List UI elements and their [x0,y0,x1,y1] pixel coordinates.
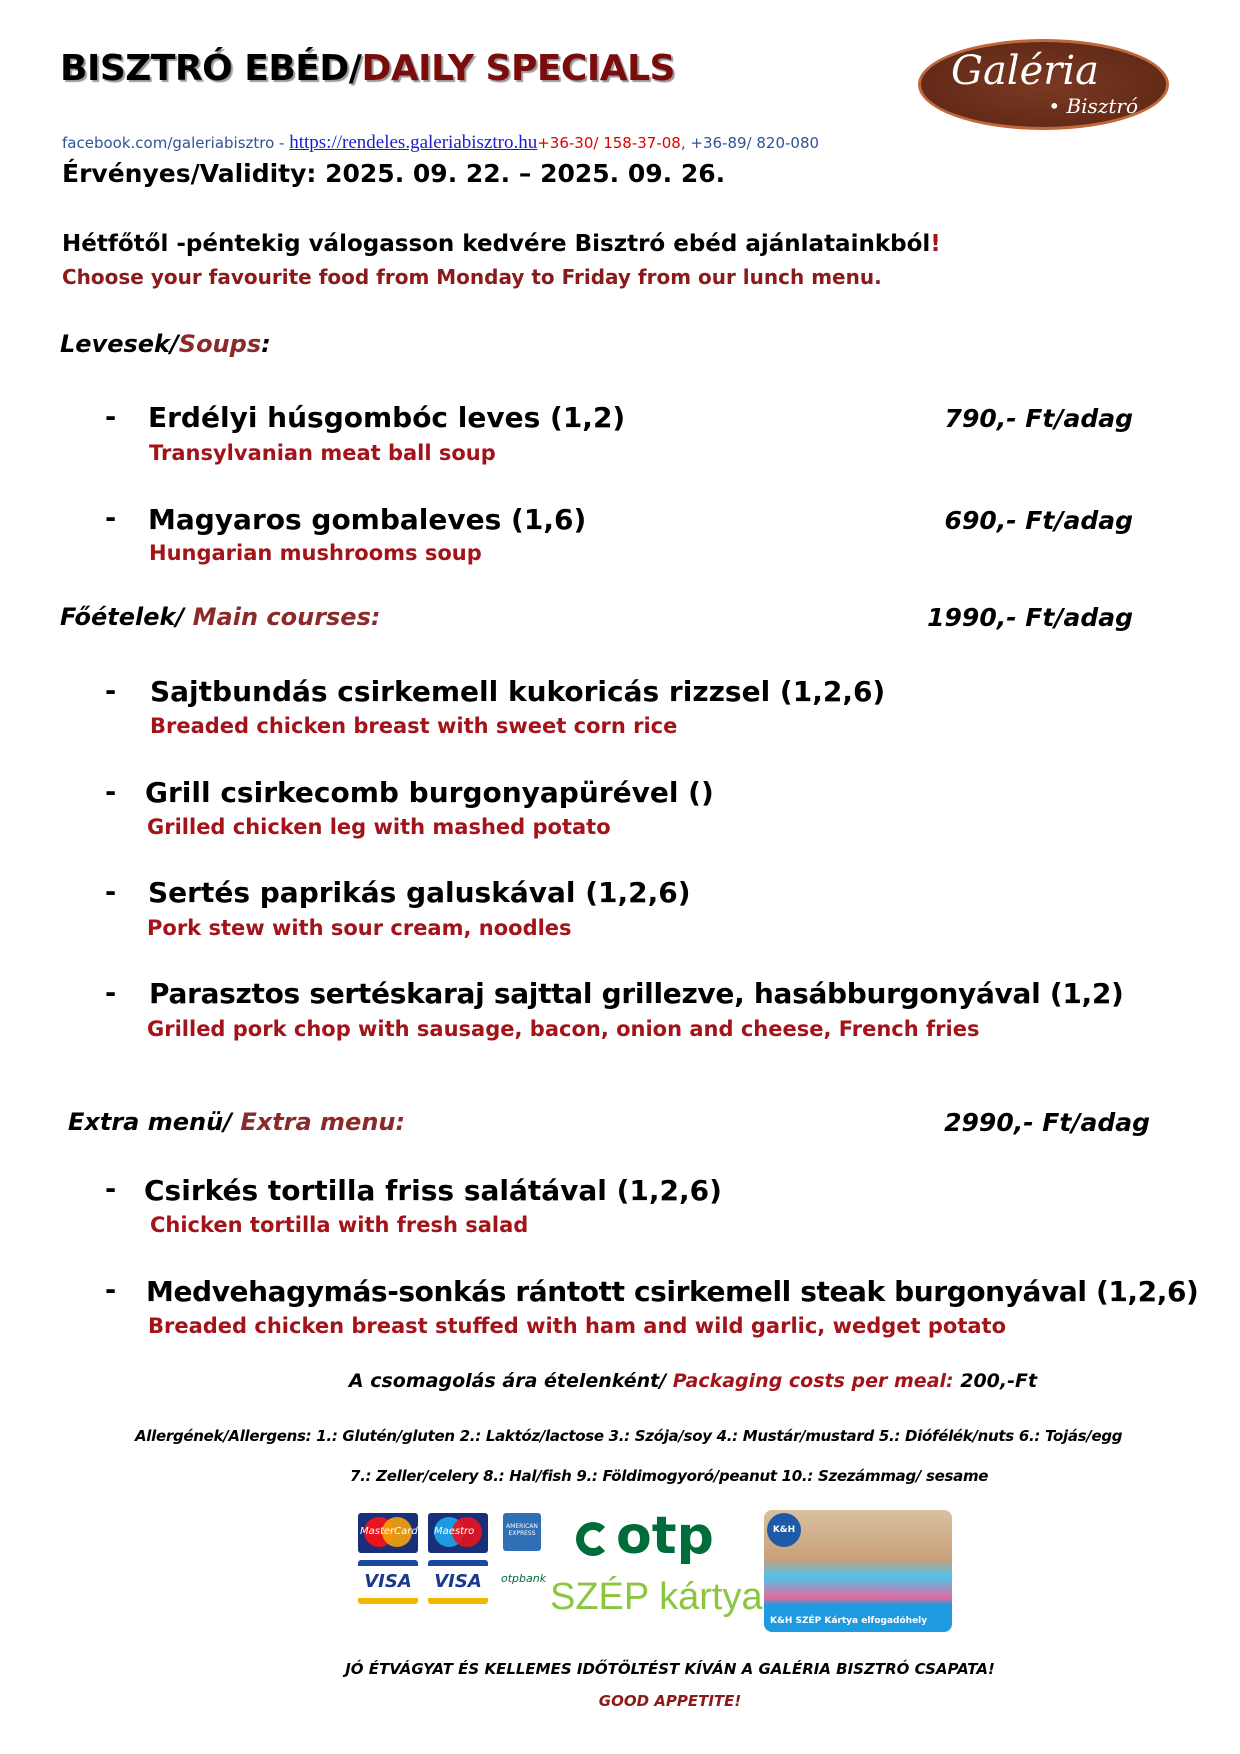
dish-en: Hungarian mushrooms soup [149,541,482,565]
otpbank-logo: otpbank [501,1572,547,1585]
dish-en: Transylvanian meat ball soup [149,441,496,465]
phone-1: +36-30/ 158-37-08 [537,134,681,152]
l: Extra menu: [240,1108,406,1136]
otp-logo [576,1506,714,1566]
maestro-logo [428,1513,488,1553]
logo-sub: • Bisztró [1048,94,1138,118]
allergens-line-2: 7.: Zeller/celery 8.: Hal/fish 9.: Földimogyoró/peanut 10.: Szezámmag/ sesame [350,1467,989,1485]
facebook-link[interactable]: facebook.com/galeriabisztro [62,134,275,152]
l: Extra menü/ [68,1108,241,1136]
dish-name: Parasztos sertéskaraj sajttal grillezve, hasábburgonyával (1,2) [149,977,1124,1010]
intro-hu-text: Hétfőtől -péntekig válogasson kedvére Bisztró ebéd ajánlatainkból [62,231,931,257]
title-en: DAILY SPECIALS [361,48,675,89]
dish-name: Magyaros gombaleves (1,6) [148,503,587,536]
dash: - [105,978,117,1009]
dish-en: Pork stew with sour cream, noodles [147,916,572,940]
galeria-bisztro-logo [918,39,1169,130]
extra-price: 2990,- Ft/adag [944,1108,1150,1137]
intro-hu [62,231,941,257]
footer-en: GOOD APPETITE! [598,1692,742,1710]
amex-logo: AMERICAN EXPRESS [503,1513,541,1551]
dash: - [105,1275,117,1306]
mains-heading [60,603,380,631]
kh-logo: K&H [767,1513,801,1547]
intro-en: Choose your favourite food from Monday to Friday from our lunch menu. [62,265,882,289]
l: Levesek/ [60,330,179,358]
l: otp [616,1506,714,1566]
phone-2: +36-89/ 820-080 [690,134,820,152]
dish-price: 690,- Ft/adag [944,506,1133,535]
dish-en: Chicken tortilla with fresh salad [150,1213,529,1237]
dish-name: Grill csirkecomb burgonyapürével () [145,776,714,809]
l: Soups [178,330,262,358]
l: MasterCard [360,1526,418,1537]
dish-en: Breaded chicken breast with sweet corn rice [150,714,678,738]
l: Packaging costs per meal: [672,1370,954,1392]
contact-line [62,132,819,154]
packaging-note [0,1370,1240,1392]
payment-logos [358,1506,958,1635]
logo-script: Galéria [951,48,1100,94]
visa-electron-logo: VISA [428,1560,488,1604]
dish-name: Sajtbundás csirkemell kukoricás rizzsel (1,2,6) [150,675,886,708]
footer-hu: JÓ ÉTVÁGYAT ÉS KELLEMES IDŐTÖLTÉST KÍVÁN A GALÉRIA BISZTRÓ CSAPATA! [345,1660,995,1678]
dish-price: 790,- Ft/adag [944,404,1133,433]
mains-price: 1990,- Ft/adag [927,603,1133,632]
dish-name: Csirkés tortilla friss salátával (1,2,6) [144,1174,722,1207]
title-hu: BISZTRÓ EBÉD/ [60,48,362,89]
allergens-line-1: Allergének/Allergens: 1.: Glutén/gluten 2.: Laktóz/lactose 3.: Szója/soy 4.: Mustár/mustard 5.: Diófélék/nuts 6.: Tojás/egg [135,1427,1123,1445]
order-link[interactable]: https://rendeles.galeriabisztro.hu [289,132,538,153]
dash: - [105,877,117,908]
dish-en: Grilled chicken leg with mashed potato [147,815,611,839]
dish-en: Breaded chicken breast stuffed with ham and wild garlic, wedget potato [148,1314,1007,1338]
soups-heading [60,330,271,358]
validity: Érvényes/Validity: 2025. 09. 22. – 2025. 09. 26. [62,159,726,188]
sep2: , [680,134,691,152]
dash: - [105,777,117,808]
dash: - [105,503,117,534]
dish-name: Medvehagymás-sonkás rántott csirkemell steak burgonyával (1,2,6) [146,1275,1199,1308]
szep-kartya-logo: SZÉP kártya [550,1576,763,1618]
intro-mark: ! [930,231,941,257]
l: 200,-Ft [953,1370,1038,1392]
page-title [60,48,675,89]
visa-logo: VISA [358,1560,418,1604]
kh-banner-text: K&H SZÉP Kártya elfogadóhely [770,1616,928,1626]
extra-heading [68,1108,405,1136]
dash: - [105,402,117,433]
kh-szep-card-banner [764,1510,952,1632]
dish-en: Grilled pork chop with sausage, bacon, onion and cheese, French fries [147,1017,980,1041]
l: : [261,330,271,358]
l: A csomagolás ára ételenként/ [348,1370,673,1392]
l: Maestro [434,1526,475,1537]
l: Főételek/ [60,603,193,631]
dash: - [105,676,117,707]
l: Main courses: [192,603,381,631]
dish-name: Erdélyi húsgombóc leves (1,2) [148,401,626,434]
dish-name: Sertés paprikás galuskával (1,2,6) [148,876,691,909]
mastercard-logo [358,1513,418,1553]
sep: - [274,134,290,152]
dash: - [105,1174,117,1205]
